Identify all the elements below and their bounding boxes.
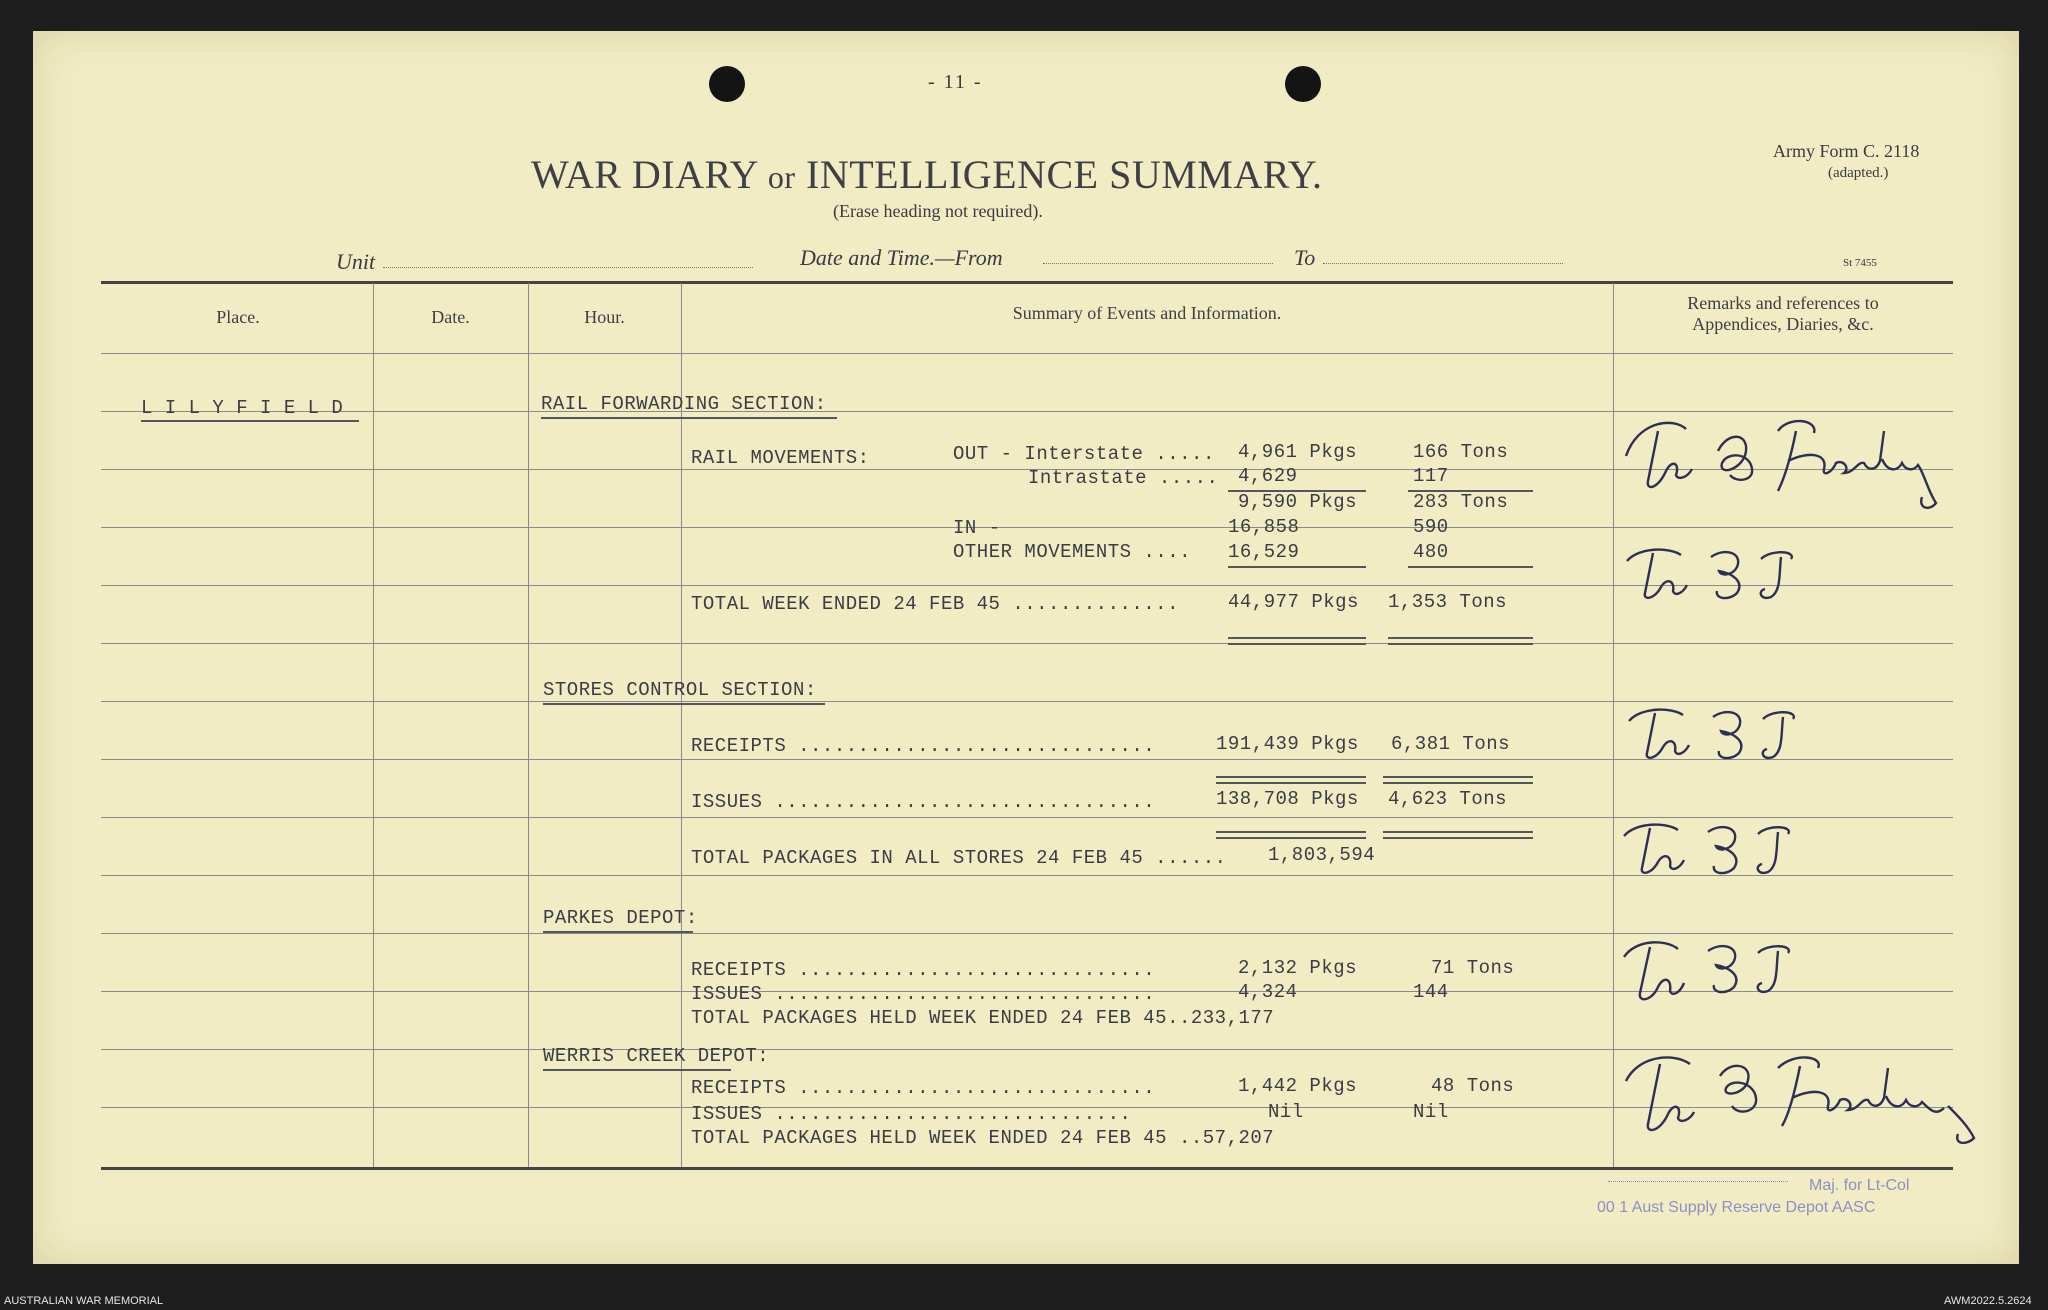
date-from-label: Date and Time.—From xyxy=(800,245,1003,270)
intrastate-label: Intrastate ..... xyxy=(1028,467,1219,489)
initials-graphic xyxy=(1618,816,1818,891)
out-interstate-pkgs: 4,961 Pkgs xyxy=(1238,441,1358,463)
stamp-signature-line xyxy=(1608,1181,1788,1182)
parkes-total: TOTAL PACKAGES HELD WEEK ENDED 24 FEB 45..233,177 xyxy=(691,1007,1275,1029)
subtitle: (Erase heading not required). xyxy=(833,201,1043,221)
column-header-remarks: Remarks and references to Appendices, Diaries, &c. xyxy=(1687,293,1879,334)
werris-issues-label: ISSUES .............................. xyxy=(691,1103,1132,1125)
adapted-label: (adapted.) xyxy=(1828,165,1889,181)
unit-label: Unit xyxy=(336,249,376,274)
initials-graphic xyxy=(1623,701,1823,776)
footer-institution: AUSTRALIAN WAR MEMORIAL xyxy=(4,1295,164,1307)
diary-sheet xyxy=(33,31,2019,1264)
subtotal-pkgs: 9,590 Pkgs xyxy=(1238,491,1358,513)
section-heading-parkes: PARKES DEPOT: xyxy=(543,907,698,929)
section-heading-stores: STORES CONTROL SECTION: xyxy=(543,679,817,701)
parkes-issues-label: ISSUES ................................ xyxy=(691,983,1156,1005)
double-underline xyxy=(1216,776,1366,784)
stores-receipts-tons: 6,381 Tons xyxy=(1391,733,1511,755)
form-code: St 7455 xyxy=(1843,257,1877,269)
stores-issues-tons: 4,623 Tons xyxy=(1388,788,1508,810)
unit-field xyxy=(383,267,753,268)
out-interstate-label: OUT - Interstate ..... xyxy=(953,443,1215,465)
werris-total: TOTAL PACKAGES HELD WEEK ENDED 24 FEB 45 ..57,207 xyxy=(691,1127,1275,1149)
parkes-issues-tons: 144 xyxy=(1413,981,1449,1003)
subtotal-tons: 283 Tons xyxy=(1413,491,1509,513)
in-label: IN - xyxy=(953,517,1001,539)
underline xyxy=(1408,566,1533,568)
signature-graphic xyxy=(1618,1046,2018,1161)
punch-hole-right xyxy=(1285,66,1321,102)
double-underline xyxy=(1228,637,1366,645)
werris-receipts-tons: 48 Tons xyxy=(1431,1075,1515,1097)
stores-total-label: TOTAL PACKAGES IN ALL STORES 24 FEB 45 ...... xyxy=(691,847,1227,869)
column-divider xyxy=(681,283,682,1167)
column-header-place: Place. xyxy=(216,307,260,327)
army-form-label: Army Form C. 2118 xyxy=(1773,141,1920,161)
column-header-date: Date. xyxy=(431,307,470,327)
other-movements-tons: 480 xyxy=(1413,541,1449,563)
underline xyxy=(141,420,359,422)
double-underline xyxy=(1383,831,1533,839)
underline xyxy=(1228,566,1366,568)
column-divider xyxy=(373,283,374,1167)
werris-receipts-pkgs: 1,442 Pkgs xyxy=(1238,1075,1358,1097)
in-pkgs: 16,858 xyxy=(1228,516,1300,538)
underline xyxy=(543,931,693,933)
stamp-line-1: Maj. for Lt-Col xyxy=(1809,1177,1910,1194)
werris-issues-pkgs: Nil xyxy=(1268,1101,1304,1123)
column-header-summary: Summary of Events and Information. xyxy=(1012,303,1282,323)
werris-receipts-label: RECEIPTS .............................. xyxy=(691,1077,1156,1099)
double-underline xyxy=(1388,637,1533,645)
initials-graphic xyxy=(1621,541,1821,616)
double-underline xyxy=(1216,831,1366,839)
out-interstate-tons: 166 Tons xyxy=(1413,441,1509,463)
section-heading-rail: RAIL FORWARDING SECTION: xyxy=(541,393,827,415)
intrastate-tons: 117 xyxy=(1413,465,1449,487)
to-label: To xyxy=(1294,245,1316,270)
signature-graphic xyxy=(1618,411,1948,526)
page-title: WAR DIARY or INTELLIGENCE SUMMARY. xyxy=(531,152,1323,197)
table-bottom-rule xyxy=(101,1167,1953,1170)
parkes-receipts-tons: 71 Tons xyxy=(1431,957,1515,979)
stores-receipts-label: RECEIPTS .............................. xyxy=(691,735,1156,757)
underline xyxy=(541,417,837,419)
rail-total-pkgs: 44,977 Pkgs xyxy=(1228,591,1359,613)
rail-total-tons: 1,353 Tons xyxy=(1388,591,1508,613)
in-tons: 590 xyxy=(1413,516,1449,538)
parkes-issues-pkgs: 4,324 xyxy=(1238,981,1298,1003)
place-entry: L I L Y F I E L D xyxy=(141,397,344,419)
ruled-line xyxy=(101,527,1953,528)
stores-total-value: 1,803,594 xyxy=(1268,844,1376,866)
double-underline xyxy=(1383,776,1533,784)
ruled-line xyxy=(101,643,1953,644)
parkes-receipts-pkgs: 2,132 Pkgs xyxy=(1238,957,1358,979)
column-divider xyxy=(1613,283,1614,1167)
other-movements-pkgs: 16,529 xyxy=(1228,541,1300,563)
ruled-line xyxy=(101,353,1953,354)
rail-total-label: TOTAL WEEK ENDED 24 FEB 45 .............. xyxy=(691,593,1179,615)
other-movements-label: OTHER MOVEMENTS .... xyxy=(953,541,1192,563)
stores-issues-pkgs: 138,708 Pkgs xyxy=(1216,788,1359,810)
underline xyxy=(543,1069,731,1071)
stores-receipts-pkgs: 191,439 Pkgs xyxy=(1216,733,1359,755)
table-top-rule xyxy=(101,281,1953,284)
section-heading-werris: WERRIS CREEK DEPOT: xyxy=(543,1045,770,1067)
date-from-field xyxy=(1043,263,1273,264)
column-header-hour: Hour. xyxy=(584,307,625,327)
werris-issues-tons: Nil xyxy=(1413,1101,1449,1123)
to-field xyxy=(1323,263,1563,264)
rail-movements-label: RAIL MOVEMENTS: xyxy=(691,447,870,469)
underline xyxy=(543,703,825,705)
initials-graphic xyxy=(1618,931,1818,1016)
footer-accession-number: AWM2022.5.2624 xyxy=(1944,1295,2032,1307)
page-number: - 11 - xyxy=(928,71,983,93)
stamp-line-2: 00 1 Aust Supply Reserve Depot AASC xyxy=(1597,1199,1876,1216)
punch-hole-left xyxy=(709,66,745,102)
stores-issues-label: ISSUES ................................ xyxy=(691,791,1156,813)
intrastate-pkgs: 4,629 xyxy=(1238,465,1298,487)
parkes-receipts-label: RECEIPTS .............................. xyxy=(691,959,1156,981)
column-divider xyxy=(528,283,529,1167)
